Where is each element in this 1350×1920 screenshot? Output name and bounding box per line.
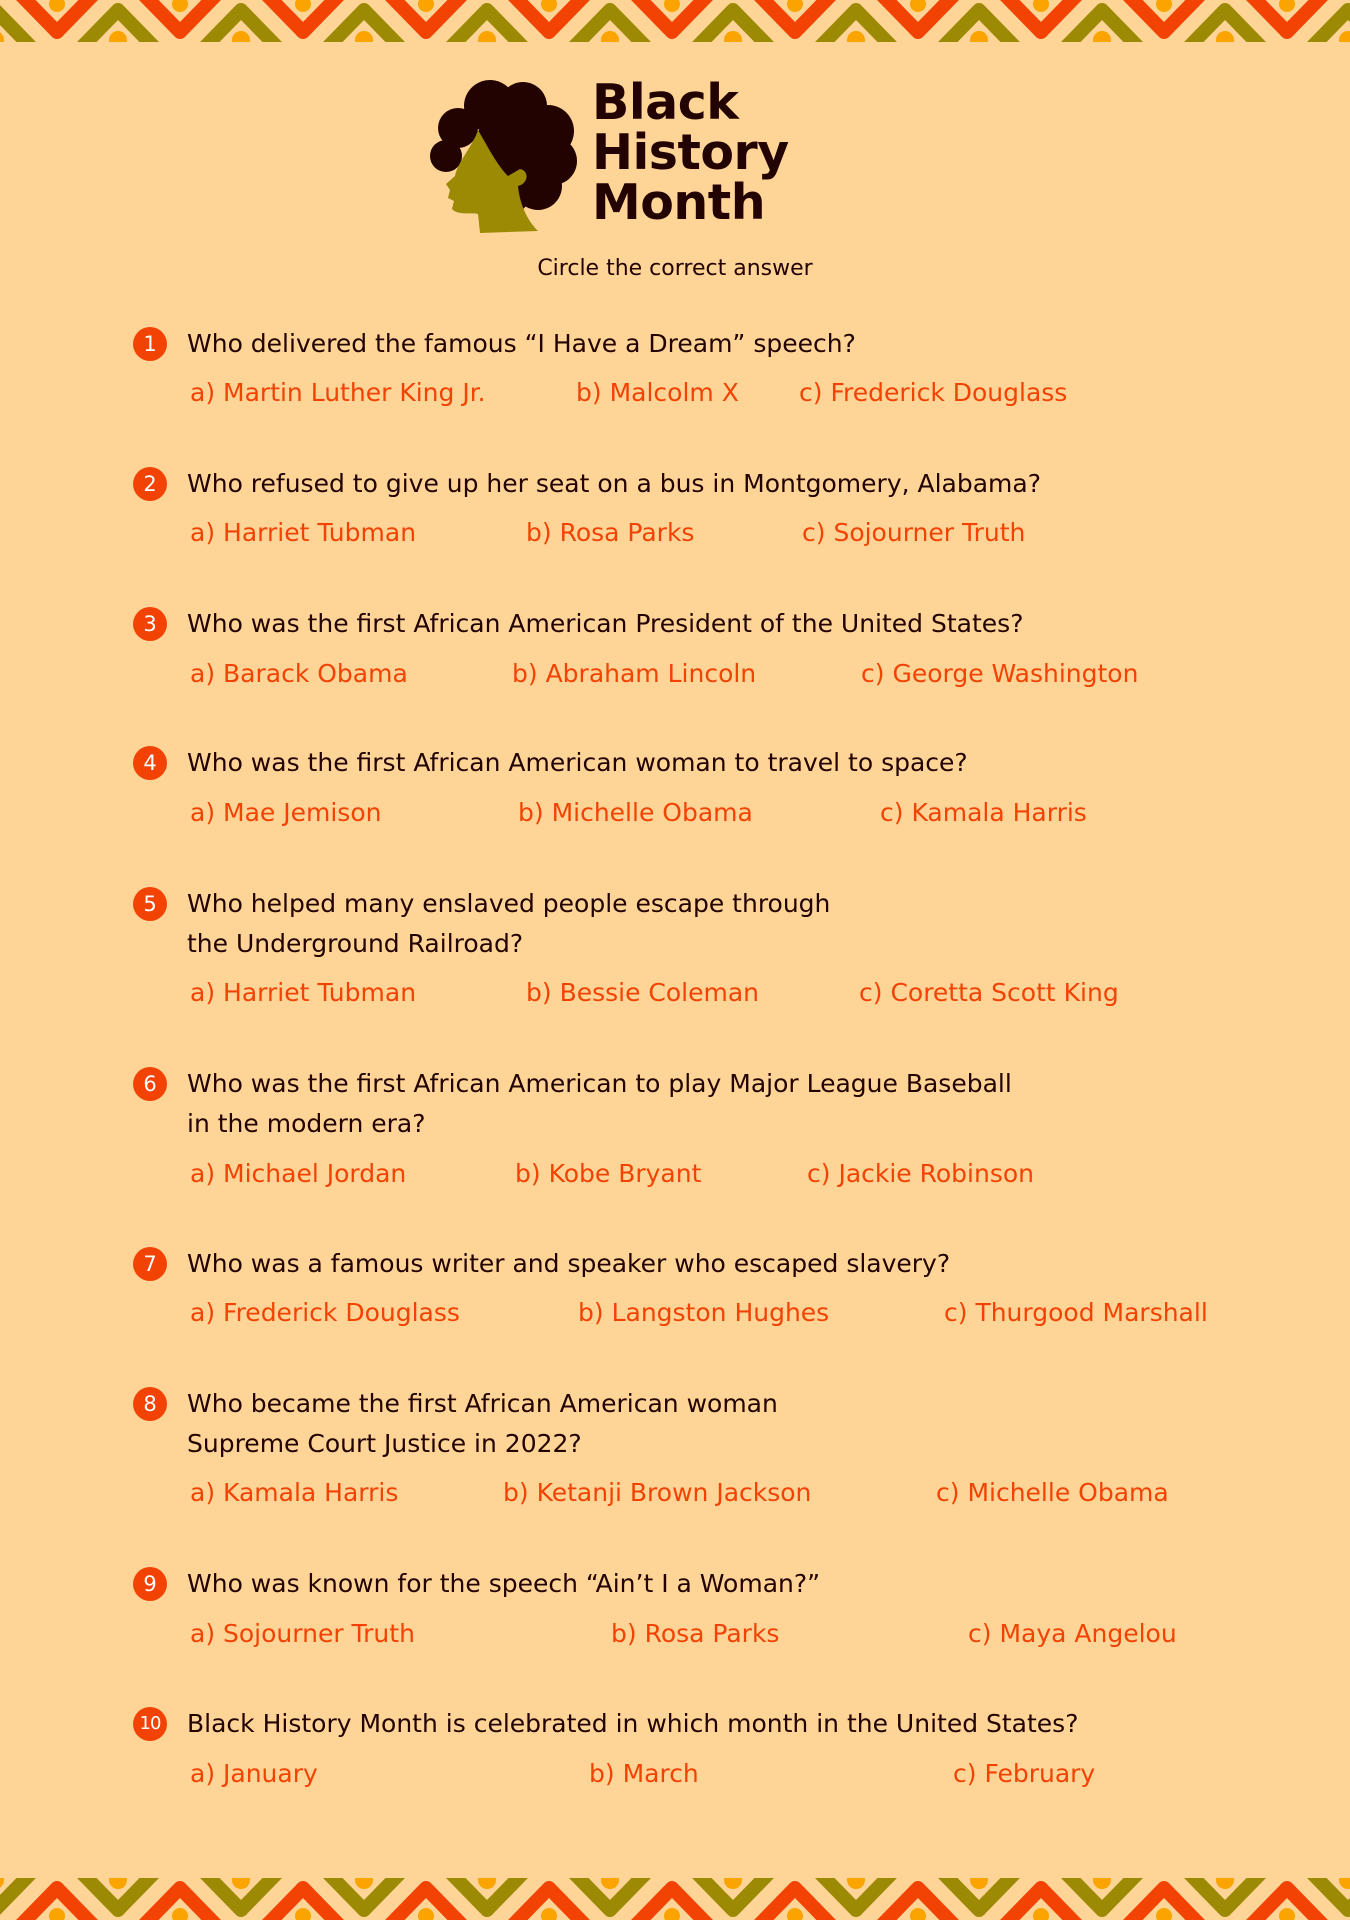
question-text: Who delivered the famous “I Have a Dream” speech? xyxy=(187,329,856,358)
answer-option-a[interactable]: a) Barack Obama xyxy=(190,659,408,688)
answer-option-b[interactable]: b) Malcolm X xyxy=(576,378,739,407)
answer-option-c[interactable]: c) George Washington xyxy=(861,659,1139,688)
question-text: Supreme Court Justice in 2022? xyxy=(187,1429,582,1458)
answer-option-b[interactable]: b) March xyxy=(589,1759,699,1788)
answer-option-a[interactable]: a) Frederick Douglass xyxy=(190,1298,460,1327)
question-number-badge: 1 xyxy=(133,327,167,361)
answer-option-b[interactable]: b) Abraham Lincoln xyxy=(512,659,757,688)
question-text: Who refused to give up her seat on a bus in Montgomery, Alabama? xyxy=(187,469,1042,498)
answer-option-a[interactable]: a) Mae Jemison xyxy=(190,798,382,827)
question-number-badge: 4 xyxy=(133,746,167,780)
page-title xyxy=(592,74,789,231)
top-pattern-border xyxy=(0,0,1350,42)
question-text: Who was a famous writer and speaker who escaped slavery? xyxy=(187,1249,951,1278)
answer-option-c[interactable]: c) Coretta Scott King xyxy=(859,978,1119,1007)
question-text: Who was the first African American President of the United States? xyxy=(187,609,1024,638)
instructions: Circle the correct answer xyxy=(537,256,813,281)
question-number-badge: 8 xyxy=(133,1387,167,1421)
answer-option-b[interactable]: b) Ketanji Brown Jackson xyxy=(503,1478,812,1507)
woman-silhouette-logo xyxy=(428,76,578,236)
answer-option-a[interactable]: a) Kamala Harris xyxy=(190,1478,399,1507)
answer-option-b[interactable]: b) Michelle Obama xyxy=(518,798,753,827)
question-number-badge: 9 xyxy=(133,1567,167,1601)
answer-option-a[interactable]: a) Michael Jordan xyxy=(190,1159,407,1188)
question-text: Who was known for the speech “Ain’t I a Woman?” xyxy=(187,1569,821,1598)
answer-option-a[interactable]: a) Martin Luther King Jr. xyxy=(190,378,486,407)
question-number-badge: 6 xyxy=(133,1067,167,1101)
question-number-badge: 7 xyxy=(133,1247,167,1281)
question-text: Who became the first African American woman xyxy=(187,1389,778,1418)
question-text: the Underground Railroad? xyxy=(187,929,524,958)
question-text: Who helped many enslaved people escape through xyxy=(187,889,831,918)
bottom-pattern-border xyxy=(0,1878,1350,1920)
answer-option-c[interactable]: c) Thurgood Marshall xyxy=(944,1298,1208,1327)
answer-option-b[interactable]: b) Bessie Coleman xyxy=(526,978,760,1007)
answer-option-c[interactable]: c) Michelle Obama xyxy=(936,1478,1169,1507)
question-number-badge: 10 xyxy=(133,1707,167,1741)
title-line-3: Month xyxy=(592,174,766,231)
answer-option-c[interactable]: c) Sojourner Truth xyxy=(802,518,1026,547)
answer-option-c[interactable]: c) Frederick Douglass xyxy=(799,378,1068,407)
answer-option-c[interactable]: c) Maya Angelou xyxy=(968,1619,1177,1648)
answer-option-a[interactable]: a) Harriet Tubman xyxy=(190,518,417,547)
answer-option-a[interactable]: a) Harriet Tubman xyxy=(190,978,417,1007)
title-line-1: Black xyxy=(592,74,739,131)
question-text: in the modern era? xyxy=(187,1109,426,1138)
title-line-2: History xyxy=(592,124,789,181)
answer-option-b[interactable]: b) Rosa Parks xyxy=(526,518,695,547)
answer-option-a[interactable]: a) Sojourner Truth xyxy=(190,1619,415,1648)
question-text: Who was the first African American to play Major League Baseball xyxy=(187,1069,1012,1098)
answer-option-b[interactable]: b) Langston Hughes xyxy=(578,1298,830,1327)
question-text: Who was the first African American woman to travel to space? xyxy=(187,748,968,777)
answer-option-a[interactable]: a) January xyxy=(190,1759,318,1788)
question-text: Black History Month is celebrated in which month in the United States? xyxy=(187,1709,1079,1738)
answer-option-b[interactable]: b) Rosa Parks xyxy=(611,1619,780,1648)
answer-option-c[interactable]: c) February xyxy=(953,1759,1096,1788)
answer-option-c[interactable]: c) Jackie Robinson xyxy=(807,1159,1035,1188)
answer-option-b[interactable]: b) Kobe Bryant xyxy=(515,1159,702,1188)
answer-option-c[interactable]: c) Kamala Harris xyxy=(880,798,1087,827)
question-number-badge: 3 xyxy=(133,607,167,641)
question-number-badge: 5 xyxy=(133,887,167,921)
question-number-badge: 2 xyxy=(133,467,167,501)
